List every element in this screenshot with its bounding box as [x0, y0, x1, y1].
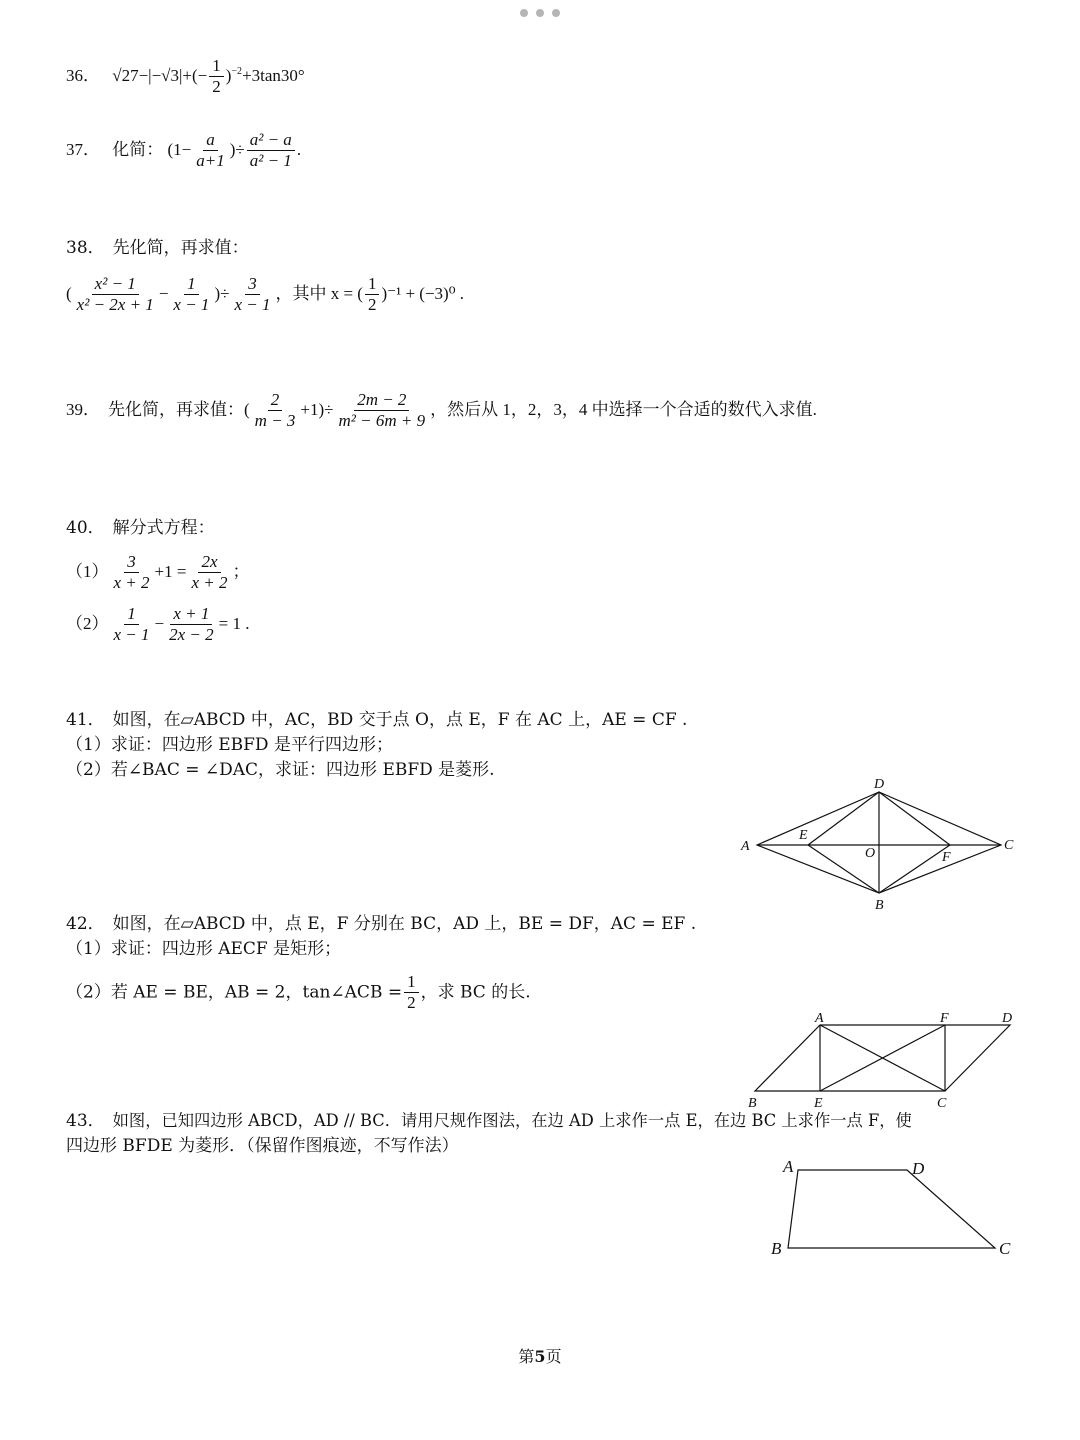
part-label: （1） [66, 561, 109, 581]
label-B: B [771, 1239, 782, 1258]
numerator: 1 [404, 972, 419, 993]
question-text: 如图，已知四边形 ABCD，AD // BC．请用尺规作图法，在边 AD 上求作一点 E，在边 BC 上求作一点 F，使 [112, 1111, 912, 1130]
fraction [111, 604, 153, 646]
expr-part: )⁻¹ + (−3)⁰ . [381, 283, 465, 303]
numerator: 1 [365, 274, 380, 295]
denominator: x − 1 [173, 295, 210, 315]
numerator: a² − a [247, 130, 295, 151]
numerator: x + 1 [170, 604, 212, 625]
fraction [111, 552, 153, 594]
question-42-part1: （1）求证：四边形 AECF 是矩形； [66, 939, 342, 959]
question-40-title [66, 516, 215, 540]
label-B: B [875, 898, 884, 913]
question-36 [66, 56, 305, 98]
question-label: 先化简，再求值： [108, 399, 244, 419]
page-suffix: 页 [545, 1347, 562, 1366]
question-41-stem [66, 708, 687, 732]
label-C: C [937, 1096, 947, 1111]
question-38-title [66, 236, 249, 260]
question-number: 42． [66, 914, 105, 934]
question-label: 化简： [112, 139, 164, 159]
label-F: F [940, 1011, 949, 1026]
fraction [336, 390, 429, 432]
dot [536, 9, 544, 17]
more-dots-icon[interactable] [520, 7, 560, 19]
label-A: A [783, 1157, 794, 1176]
label-C: C [999, 1239, 1011, 1258]
page-prefix: 第 [518, 1347, 535, 1366]
denominator: a+1 [196, 151, 225, 171]
label-E: E [814, 1096, 823, 1111]
expr-part: (1− [167, 139, 192, 159]
denominator: 2 [367, 295, 377, 315]
denominator: a² − 1 [249, 151, 292, 171]
exponent: −2 [231, 66, 243, 78]
question-37 [66, 130, 301, 172]
question-41-part2: （2）若∠BAC = ∠DAC，求证：四边形 EBFD 是菱形. [66, 760, 495, 780]
expr-part: +3tan30° [242, 65, 305, 85]
page-number [0, 1344, 1080, 1367]
numerator: 2m − 2 [354, 390, 409, 411]
expr-part: √27 [112, 65, 139, 85]
expr-part: = 1 . [218, 613, 250, 633]
expr-part: −|−√3|+(− [138, 65, 208, 85]
label-O: O [865, 846, 876, 861]
fraction [209, 56, 224, 98]
fraction [231, 274, 273, 316]
denominator: 2 [407, 993, 416, 1013]
quad-ABCD [788, 1170, 995, 1248]
denominator: 2x − 2 [169, 625, 214, 645]
expr-part: ( [66, 283, 72, 303]
question-39 [66, 390, 817, 432]
expr-part: − [158, 283, 169, 303]
denominator: x − 1 [113, 625, 150, 645]
question-number: 40． [66, 518, 105, 538]
question-40-part2 [66, 604, 250, 646]
figure-42-parallelogram [740, 1005, 1030, 1115]
label-D: D [874, 777, 885, 792]
numerator: 3 [245, 274, 260, 295]
question-text: 如图，在▱ABCD 中，点 E，F 分别在 BC，AD 上，BE = DF，AC = EF . [112, 914, 697, 934]
expr-part: +1 = [154, 561, 187, 581]
question-label: 解分式方程： [112, 518, 215, 538]
question-43-line2: 四边形 BFDE 为菱形．（保留作图痕迹，不写作法） [66, 1136, 459, 1156]
label-F: F [942, 850, 951, 865]
figure-41-rhombus [735, 775, 1025, 915]
question-40-part1 [66, 552, 250, 594]
denominator: x² − 2x + 1 [76, 295, 154, 315]
question-number: 39． [66, 399, 100, 419]
question-number: 38． [66, 238, 105, 258]
expr-part: ，然后从 1，2，3，4 中选择一个合适的数代入求值. [430, 399, 817, 419]
expr-part: ，其中 x = ( [275, 283, 363, 303]
part-text: ，求 BC 的长. [420, 982, 531, 1003]
part-text: （2）若 AE = BE，AB = 2，tan∠ACB = [66, 982, 403, 1003]
numerator: x² − 1 [92, 274, 139, 295]
question-label: 先化简，再求值： [112, 238, 249, 258]
denominator: x + 2 [191, 573, 228, 593]
fraction [170, 274, 212, 316]
numerator: 2 [268, 390, 283, 411]
dot [552, 9, 560, 17]
expr-part: ( [244, 399, 250, 419]
fraction [188, 552, 230, 594]
expr-part: ； [232, 561, 250, 581]
label-D: D [1002, 1011, 1013, 1026]
page-value: 5 [534, 1347, 546, 1366]
question-number: 36． [66, 65, 100, 85]
numerator: 1 [184, 274, 199, 295]
denominator: m − 3 [254, 411, 296, 431]
question-number: 37． [66, 139, 100, 159]
question-number: 43． [66, 1111, 105, 1131]
expr-part: )÷ [229, 139, 245, 159]
numerator: 1 [209, 56, 224, 77]
fraction [166, 604, 217, 646]
label-C: C [1004, 838, 1014, 853]
fraction [365, 274, 380, 316]
denominator: x − 1 [234, 295, 271, 315]
numerator: 1 [124, 604, 139, 625]
question-41-part1: （1）求证：四边形 EBFD 是平行四边形； [66, 735, 393, 755]
expr-part: . [296, 139, 302, 159]
denominator: x + 2 [113, 573, 150, 593]
question-38-expr [66, 274, 464, 316]
label-D: D [912, 1159, 925, 1178]
question-42-part2 [66, 972, 531, 1014]
question-number: 41． [66, 710, 105, 730]
expr-part: )÷ [214, 283, 230, 303]
denominator: 2 [212, 77, 221, 97]
question-43-line1 [66, 1109, 912, 1133]
fraction [247, 130, 295, 172]
numerator: 3 [124, 552, 139, 573]
label-A: A [741, 839, 750, 854]
numerator: 2x [198, 552, 220, 573]
expr-part: +1)÷ [300, 399, 334, 419]
label-A: A [815, 1011, 824, 1026]
label-E: E [799, 828, 808, 843]
question-text: 如图，在▱ABCD 中，AC，BD 交于点 O，点 E，F 在 AC 上，AE = CF . [112, 710, 688, 730]
fraction [74, 274, 157, 316]
figure-43-trapezoid [765, 1150, 1025, 1265]
dot [520, 9, 528, 17]
expr-part: − [154, 613, 165, 633]
fraction [252, 390, 299, 432]
part-label: （2） [66, 613, 109, 633]
question-42-stem [66, 912, 696, 936]
fraction [193, 130, 227, 172]
expr-part: ) [225, 65, 232, 85]
numerator: a [203, 130, 218, 151]
label-B: B [748, 1096, 757, 1111]
fraction [404, 972, 419, 1014]
denominator: m² − 6m + 9 [338, 411, 426, 431]
